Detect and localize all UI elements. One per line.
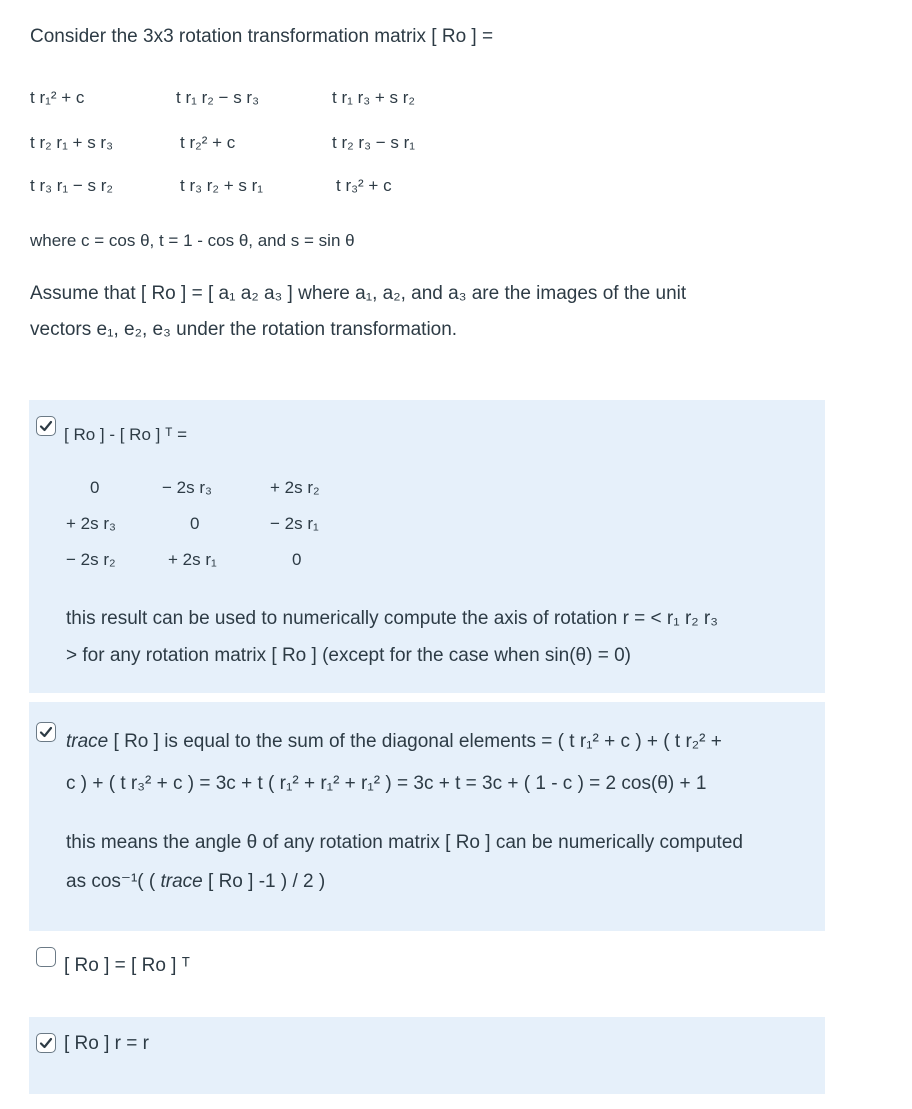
matrix-cell: t r₃² + c [336, 176, 392, 195]
option-1-label[interactable]: [ Ro ] - [ Ro ] ᵀ = [64, 425, 188, 444]
assume-line-2: vectors e₁, e₂, e₃ under the rotation transformation. [30, 319, 458, 340]
matrix-cell: + 2s r₁ [168, 550, 217, 569]
checkmark-icon [39, 1036, 53, 1050]
matrix-cell: − 2s r₂ [66, 550, 116, 569]
matrix-cell: 0 [190, 514, 200, 533]
assume-line-1: Assume that [ Ro ] = [ a₁ a₂ a₃ ] where a₁, a₂, and a₃ are the images of the unit [30, 283, 687, 304]
matrix-cell: t r₂ r₁ + s r₃ [30, 133, 114, 152]
matrix-cell: t r₂ r₃ − s r₁ [332, 133, 416, 152]
matrix-cell: − 2s r₃ [162, 478, 212, 497]
matrix-cell: 0 [292, 550, 302, 569]
matrix-cell: t r₁ r₃ + s r₂ [332, 88, 416, 107]
option-4-label[interactable]: [ Ro ] r = r [64, 1033, 149, 1054]
matrix-cell: t r₁² + c [30, 88, 85, 107]
answer-option-4 [29, 1017, 825, 1094]
checkmark-icon [39, 419, 53, 433]
matrix-cell: t r₂² + c [180, 133, 236, 152]
matrix-cell: 0 [90, 478, 100, 497]
trace-word: trace [160, 871, 203, 892]
matrix-cell: t r₁ r₂ − s r₃ [176, 88, 260, 107]
option-4-checkbox[interactable] [36, 1033, 56, 1053]
option-1-note-line-1: this result can be used to numerically compute the axis of rotation r = < r₁ r₂ r₃ [66, 608, 718, 629]
option-2-label-line-2: c ) + ( t r₃² + c ) = 3c + t ( r₁² + r₁² + r₁² ) = 3c + t = 3c + ( 1 - c ) = 2 cos(θ) + 1 [66, 773, 707, 794]
trace-word: trace [66, 731, 109, 752]
note-text: [ Ro ] -1 ) / 2 ) [202, 871, 326, 892]
matrix-cell: + 2s r₃ [66, 514, 116, 533]
matrix-cell: t r₃ r₂ + s r₁ [180, 176, 264, 195]
note-text: as cos⁻¹( ( [66, 871, 161, 892]
where-definition: where c = cos θ, t = 1 - cos θ, and s = sin θ [30, 231, 355, 250]
option-2-label-line-1[interactable] [66, 731, 722, 753]
option-3-checkbox[interactable] [36, 947, 56, 967]
question-intro: Consider the 3x3 rotation transformation matrix [ Ro ] = [30, 26, 494, 47]
matrix-cell: t r₃ r₁ − s r₂ [30, 176, 114, 195]
option-3-label[interactable]: [ Ro ] = [ Ro ] ᵀ [64, 955, 190, 976]
option-1-note-line-2: > for any rotation matrix [ Ro ] (except for the case when sin(θ) = 0) [66, 645, 631, 666]
checkmark-icon [39, 725, 53, 739]
option-2-checkbox[interactable] [36, 722, 56, 742]
option-2-note-line-2 [66, 870, 325, 893]
matrix-cell: + 2s r₂ [270, 478, 320, 497]
option-2-note-line-1: this means the angle θ of any rotation matrix [ Ro ] can be numerically computed [66, 832, 743, 853]
matrix-cell: − 2s r₁ [270, 514, 319, 533]
option-2-line-1-text: [ Ro ] is equal to the sum of the diagonal elements = ( t r₁² + c ) + ( t r₂² + [108, 731, 722, 752]
option-1-checkbox[interactable] [36, 416, 56, 436]
